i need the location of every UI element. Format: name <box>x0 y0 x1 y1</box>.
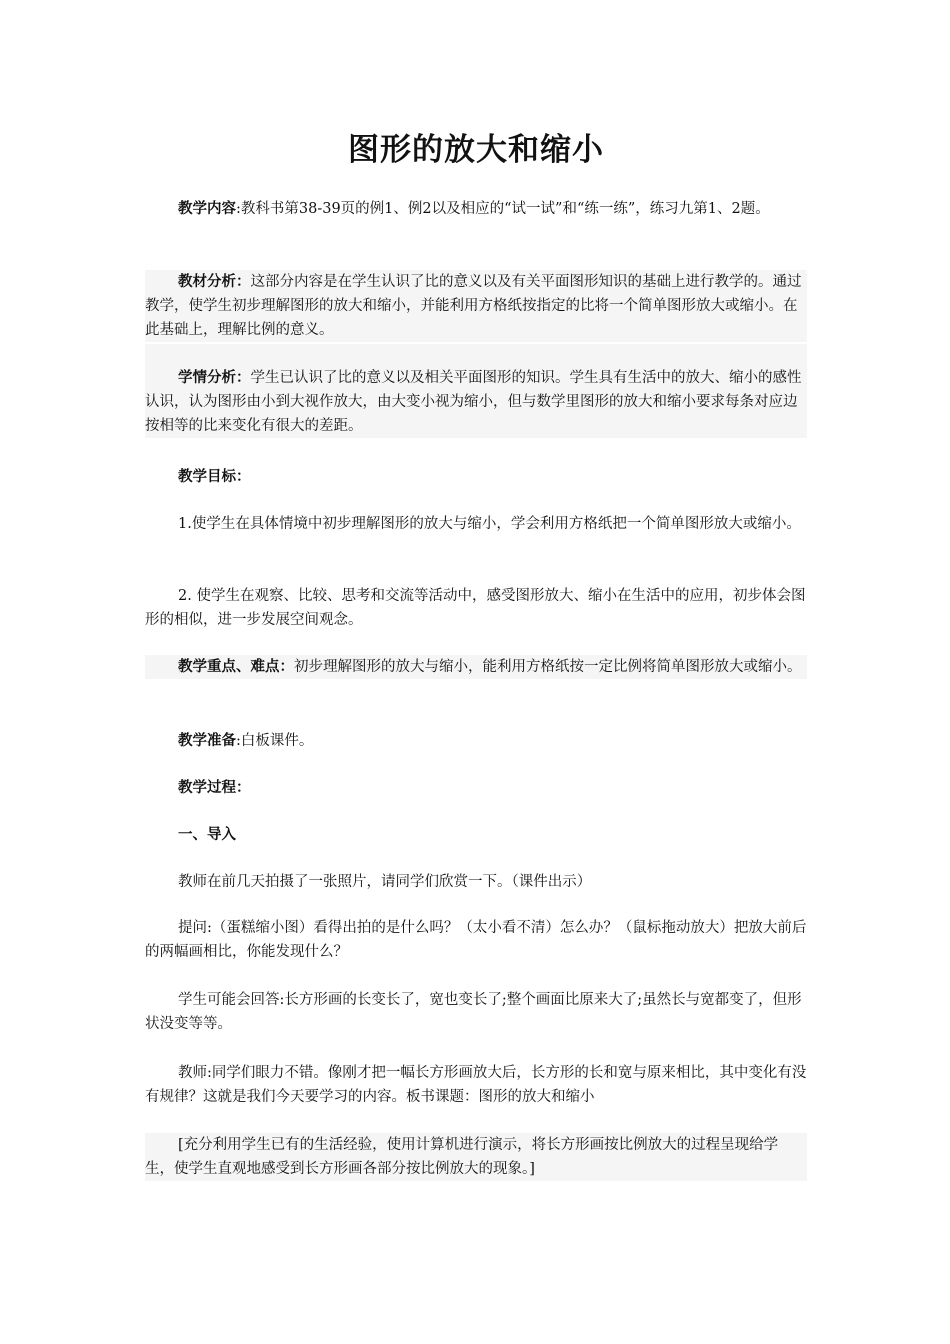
preparation-text: :白板课件。 <box>236 733 314 749</box>
material-analysis-label: 教材分析： <box>178 273 251 290</box>
goals-heading <box>145 465 807 489</box>
intro-heading <box>145 823 807 847</box>
student-analysis-label: 学情分析： <box>178 369 251 386</box>
goal-1-paragraph: 1.使学生在具体情境中初步理解图形的放大与缩小，学会利用方格纸把一个简单图形放大或缩小。 <box>178 516 801 532</box>
student-analysis-text: 学生已认识了比的意义以及相关平面图形的知识。学生具有生活中的放大、缩小的感性认识，认为图形由小到大视作放大，由大变小视为缩小，但与数学里图形的放大和缩小要求每条对应边按相等的比来变化有很大的差距。 <box>145 370 802 434</box>
document-title: 图形的放大和缩小 <box>348 132 604 168</box>
student-analysis-paragraph <box>145 344 807 438</box>
intro-paragraph-4: 教师:同学们眼力不错。像刚才把一幅长方形画放大后，长方形的长和宽与原来相比，其中变化有没有规律？这就是我们今天要学习的内容。板书课题：图形的放大和缩小 <box>145 1065 807 1105</box>
process-heading-label: 教学过程： <box>178 779 251 796</box>
teaching-content-paragraph <box>145 197 807 221</box>
intro-paragraph-3: 学生可能会回答:长方形画的长变长了，宽也变长了;整个画面比原来大了;虽然长与宽都变了，但形状没变等等。 <box>145 992 802 1032</box>
material-analysis-text: 这部分内容是在学生认识了比的意义以及有关平面图形知识的基础上进行教学的。通过教学，使学生初步理解图形的放大和缩小，并能利用方格纸按指定的比将一个简单图形放大或缩小。在此基础上，理解比例的意义。 <box>145 274 802 338</box>
key-points-paragraph <box>145 655 807 679</box>
material-analysis-paragraph <box>145 270 807 342</box>
intro-note-paragraph: [充分利用学生已有的生活经验，使用计算机进行演示，将长方形画按比例放大的过程呈现给学生，使学生直观地感受到长方形画各部分按比例放大的现象。] <box>145 1133 807 1181</box>
goals-heading-label: 教学目标： <box>178 468 251 485</box>
process-heading <box>145 776 807 800</box>
key-points-text: 初步理解图形的放大与缩小，能利用方格纸按一定比例将简单图形放大或缩小。 <box>294 659 802 675</box>
intro-paragraph-1: 教师在前几天拍摄了一张照片，请同学们欣赏一下。（课件出示） <box>178 874 592 890</box>
intro-heading-label: 一、导入 <box>178 826 236 843</box>
goal-2-paragraph: 2. 使学生在观察、比较、思考和交流等活动中，感受图形放大、缩小在生活中的应用，初步体会图形的相似，进一步发展空间观念。 <box>145 588 806 628</box>
teaching-content-label: 教学内容 <box>178 200 236 217</box>
teaching-content-text: :教科书第38-39页的例1、例2以及相应的“试一试”和“练一练”，练习九第1、2题。 <box>236 201 770 217</box>
intro-paragraph-2: 提问:（蛋糕缩小图）看得出拍的是什么吗？（太小看不清）怎么办？（鼠标拖动放大）把放大前后的两幅画相比，你能发现什么？ <box>145 920 807 960</box>
preparation-paragraph <box>145 729 807 753</box>
preparation-label: 教学准备 <box>178 732 236 749</box>
key-points-label: 教学重点、难点： <box>178 658 294 675</box>
